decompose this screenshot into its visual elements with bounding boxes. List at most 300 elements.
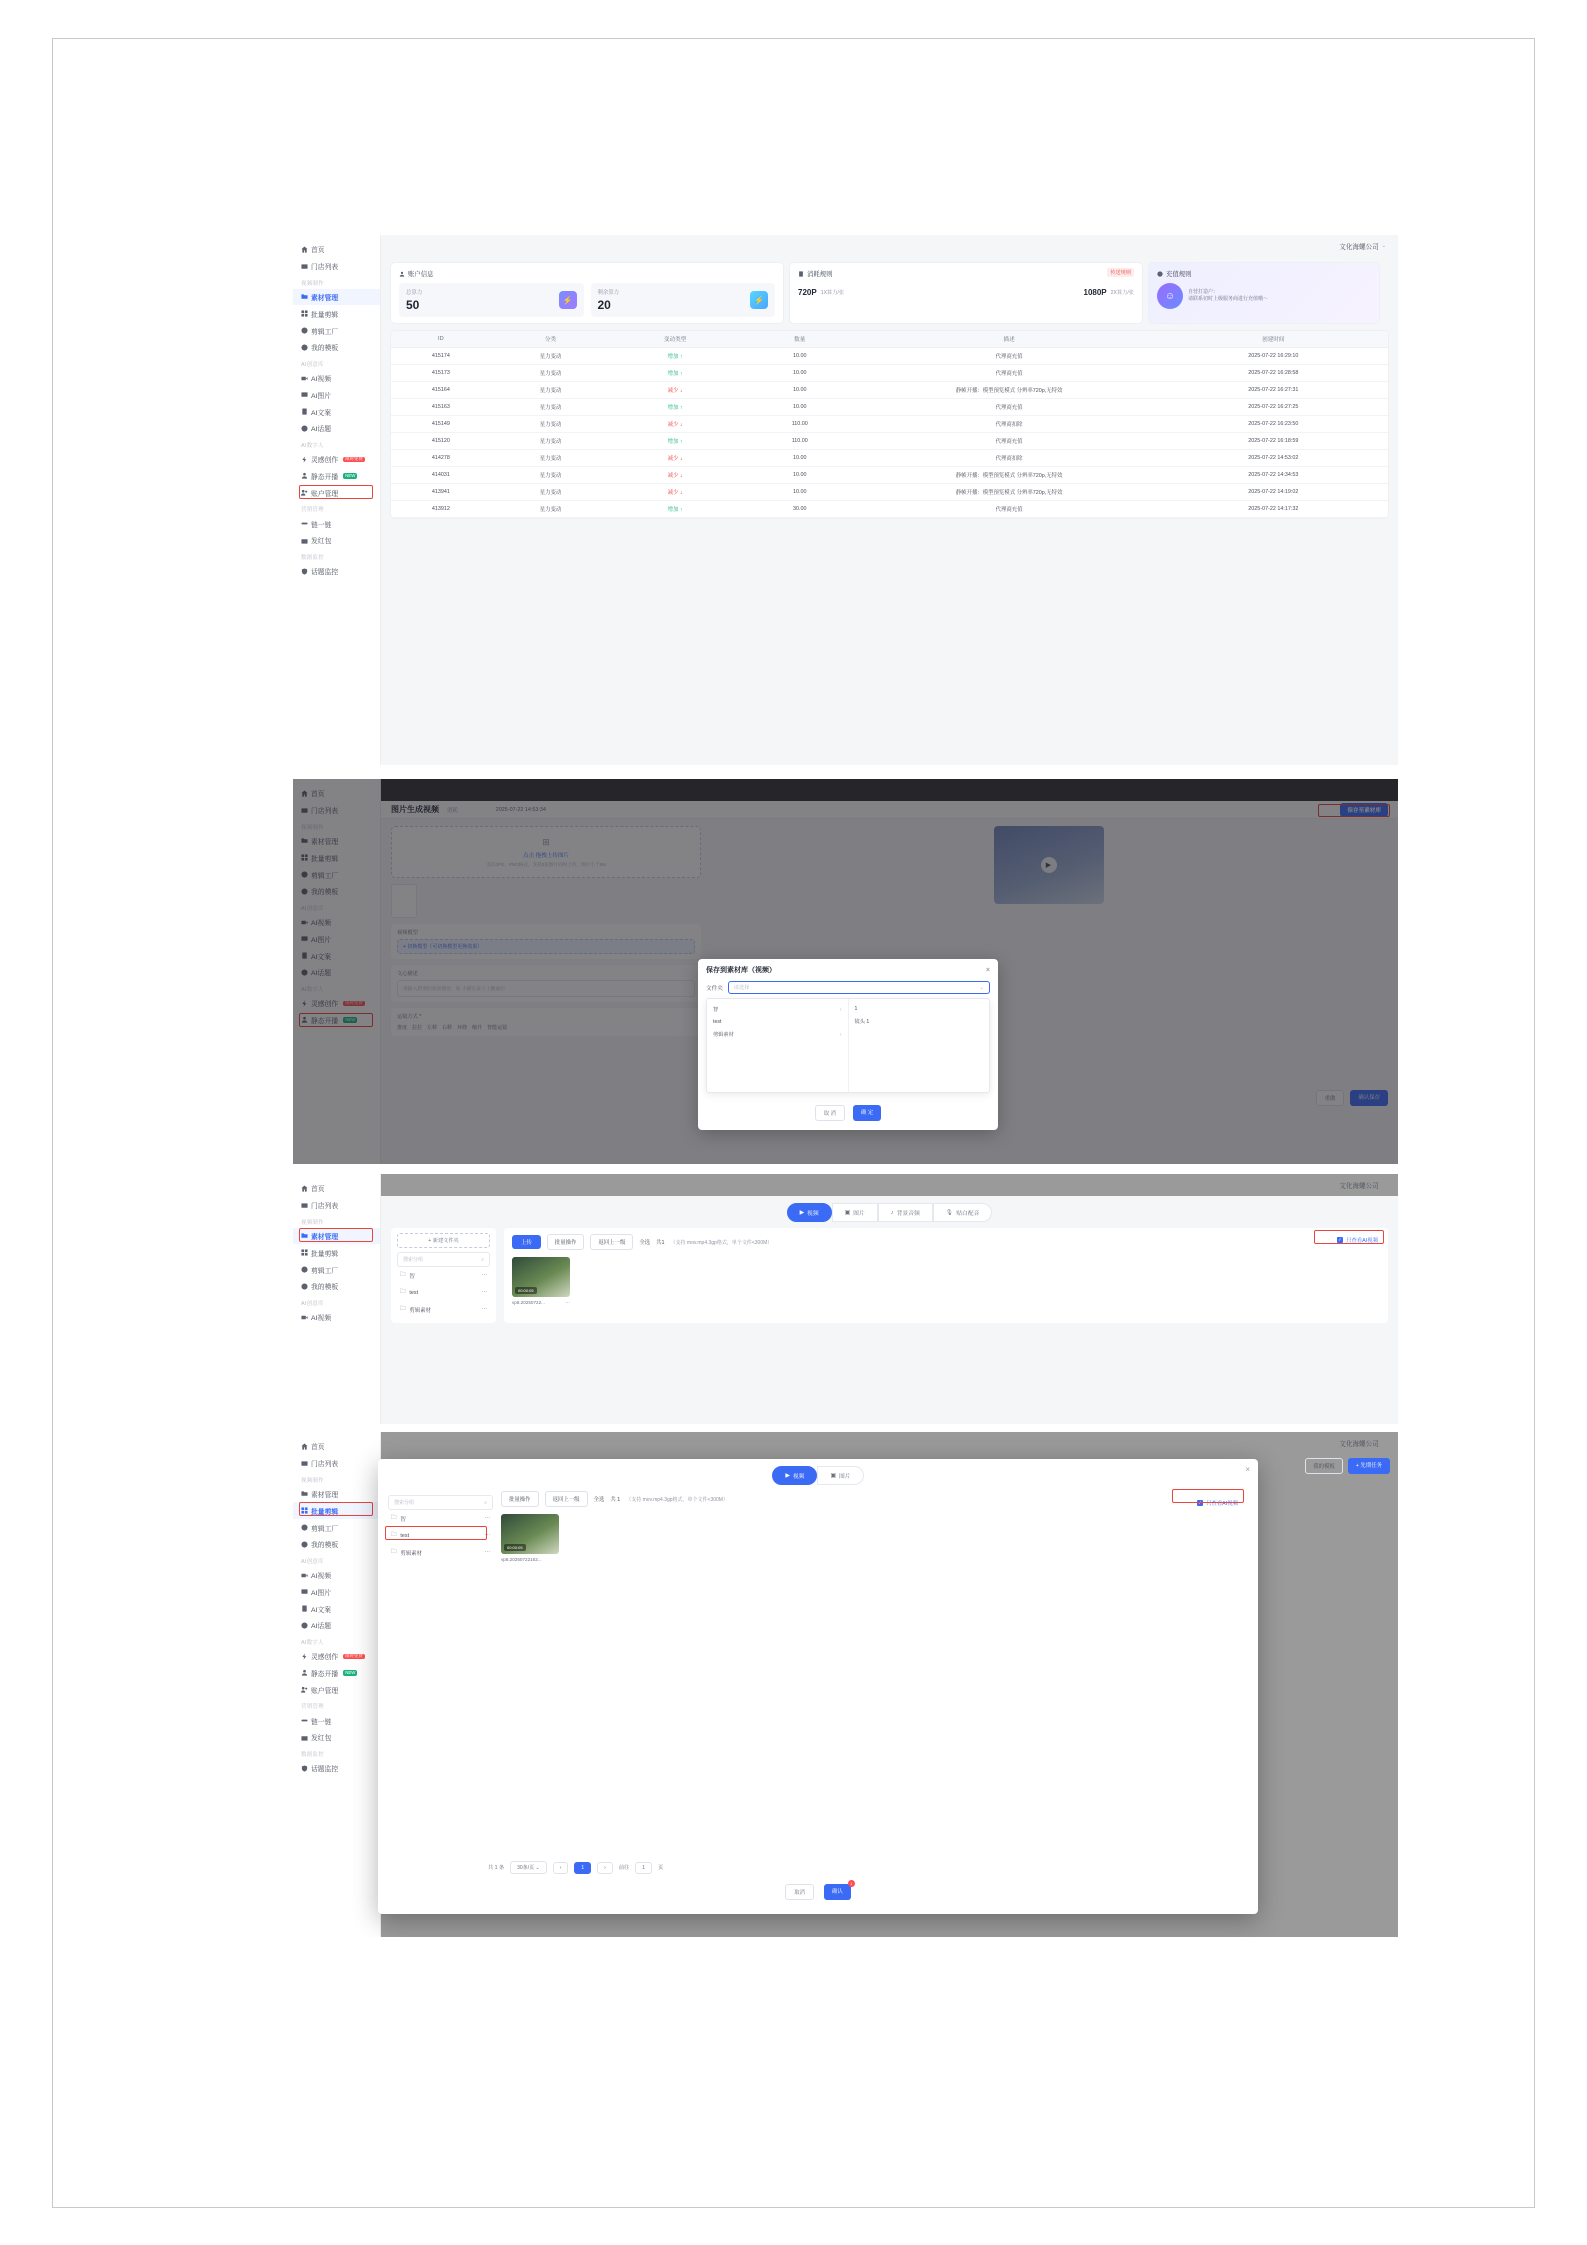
folder-name: 剪辑素材 — [400, 1550, 422, 1557]
asset-card[interactable] — [512, 1257, 570, 1306]
cell-quantity: 10.00 — [740, 399, 860, 416]
sidebar-item-label: AI话题 — [311, 1623, 332, 1631]
sidebar-item-ai-image[interactable] — [293, 1583, 380, 1600]
image-icon: ▣ — [830, 1472, 836, 1479]
sidebar-item-my-templates[interactable] — [293, 1278, 380, 1295]
sidebar-item-my-templates[interactable] — [293, 1536, 380, 1553]
folder-panel — [388, 1491, 493, 1562]
page-top-actions — [1305, 1458, 1390, 1474]
next-page-button[interactable]: › — [597, 1862, 613, 1874]
cell-id: 415163 — [391, 399, 491, 416]
clock-icon — [301, 1524, 308, 1531]
power-icon: ⚡ — [750, 291, 768, 309]
screenshot-account-management — [293, 235, 1398, 765]
more-icon[interactable]: ⋯ — [484, 1515, 490, 1522]
folder-panel — [391, 1228, 496, 1323]
sidebar-item-ai-topic[interactable] — [293, 420, 380, 437]
cell-id: 415164 — [391, 382, 491, 399]
music-icon — [301, 425, 308, 432]
confirm-button-label: 确认 — [832, 1889, 843, 1895]
modal-footer — [698, 1099, 998, 1130]
table-header-row — [391, 331, 1388, 348]
sidebar-badge: 限时免费 — [345, 456, 363, 461]
cell-time: 2025-07-22 16:28:58 — [1159, 365, 1388, 382]
close-icon[interactable]: × — [985, 966, 990, 974]
sidebar-badge: NEW — [345, 472, 356, 478]
tab-bgm[interactable] — [878, 1203, 933, 1222]
sidebar-item-batch-edit[interactable] — [293, 305, 380, 322]
cell-id: 413912 — [391, 501, 491, 518]
sidebar-item-ai-video[interactable] — [293, 1309, 380, 1326]
asset-thumbnail[interactable] — [501, 1514, 559, 1554]
sidebar-item-label: 剪辑工厂 — [311, 1267, 339, 1275]
folder-item[interactable] — [388, 1510, 493, 1527]
more-icon[interactable]: ⋯ — [484, 1549, 490, 1556]
sidebar-4 — [293, 1432, 381, 1937]
folder-cascader — [706, 998, 990, 1093]
screenshot-material-library — [293, 1174, 1398, 1424]
sidebar-group-label: 营销管理 — [301, 1704, 324, 1711]
table-row — [391, 399, 1388, 416]
link-icon — [301, 1717, 308, 1724]
folder-search-input[interactable] — [388, 1495, 493, 1510]
cell-time: 2025-07-22 14:34:53 — [1159, 467, 1388, 484]
sidebar-item-label: 批量剪辑 — [311, 1508, 339, 1516]
col-type: 变动类型 — [610, 331, 740, 348]
modal-footer — [378, 1881, 1258, 1900]
folder-icon: 🗀 — [400, 1306, 406, 1312]
doc-icon — [798, 271, 804, 277]
cell-quantity: 10.00 — [740, 484, 860, 501]
back-button[interactable]: 返回上一级 — [545, 1491, 588, 1507]
cell-id: 415174 — [391, 348, 491, 365]
sidebar-item-label: 门店列表 — [311, 1203, 339, 1211]
sidebar-item-label: 静态开播 — [311, 1670, 339, 1678]
search-icon: ⌕ — [484, 1499, 487, 1506]
more-icon[interactable]: ⋯ — [565, 1300, 570, 1305]
save-to-library-modal — [698, 959, 998, 1130]
sidebar-item-material[interactable] — [293, 1228, 380, 1245]
sidebar-item-store-list[interactable] — [293, 1197, 380, 1214]
sidebar-group-label: 视频制作 — [301, 1219, 324, 1226]
search-icon: ⌕ — [481, 1256, 484, 1263]
folder-search-input[interactable] — [397, 1252, 490, 1267]
assets-panel — [504, 1228, 1388, 1323]
doc-icon — [301, 408, 308, 415]
page-frame — [52, 38, 1535, 2208]
sidebar-item-label: AI视频 — [311, 1573, 332, 1581]
select-all-label[interactable]: 全选 — [639, 1240, 651, 1246]
card-title-text: 消耗规则 — [807, 271, 833, 278]
close-icon[interactable]: × — [1245, 1465, 1250, 1474]
video-icon — [301, 1572, 308, 1579]
tab-label: 背景音频 — [896, 1211, 920, 1217]
highlight-box-account-management — [299, 485, 373, 499]
sidebar-item-label: 发红包 — [311, 1735, 332, 1743]
sidebar-item-home[interactable] — [293, 241, 380, 258]
cell-description: 静帧开播：模型预览模式 分辨率720p,无特效 — [860, 382, 1159, 399]
folder-search-placeholder: 搜索分组 — [403, 1257, 424, 1263]
table-row — [391, 416, 1388, 433]
sidebar-group-label: 视频制作 — [301, 280, 324, 287]
sidebar-item-link[interactable] — [293, 1712, 380, 1729]
sidebar-item-account-management[interactable] — [293, 1681, 380, 1698]
cell-type: 增加 ↑ — [610, 348, 740, 365]
cell-type: 增加 ↑ — [610, 501, 740, 518]
folder-name: 智 — [400, 1516, 406, 1523]
tab-video[interactable] — [787, 1203, 832, 1222]
video-icon — [301, 375, 308, 382]
asset-thumbnail[interactable] — [512, 1257, 570, 1297]
home-icon — [301, 1185, 308, 1192]
cell-category: 星力变动 — [491, 365, 611, 382]
sidebar-item-label: 批量剪辑 — [311, 311, 339, 319]
account-name[interactable]: 文化海螺公司 — [1339, 1183, 1379, 1190]
sidebar-item-inspiration[interactable] — [293, 1648, 380, 1665]
card-account-info — [391, 263, 783, 323]
chevron-right-icon: › — [839, 1031, 842, 1038]
asset-duration: 00:00:05 — [515, 1287, 537, 1294]
tab-label: 视频 — [807, 1211, 819, 1217]
power-remain-value: 20 — [597, 298, 611, 312]
cell-type: 增加 ↑ — [610, 433, 740, 450]
transactions-table — [391, 331, 1388, 518]
cell-type: 减少 ↓ — [610, 382, 740, 399]
card-title-text: 充值规则 — [1166, 271, 1192, 278]
prev-page-button[interactable]: ‹ — [553, 1862, 569, 1874]
cell-time: 2025-07-22 16:27:31 — [1159, 382, 1388, 399]
sidebar-group-label: AI数字人 — [301, 1639, 324, 1646]
person-icon — [301, 1669, 308, 1676]
sidebar-item-inspiration[interactable] — [293, 451, 380, 468]
folder-name: 剪辑素材 — [409, 1307, 431, 1314]
sidebar-item-home[interactable] — [293, 1180, 380, 1197]
sidebar-item-label: 话题监控 — [311, 1766, 339, 1774]
cell-description: 静帧开播：模型预览模式 分辨率720p,无特效 — [860, 467, 1159, 484]
tab-label: 视频 — [792, 1474, 805, 1480]
cell-description: 代理商扣除 — [860, 416, 1159, 433]
folder-item[interactable] — [397, 1284, 490, 1301]
cascader-item[interactable] — [849, 1003, 990, 1015]
sidebar-item-ai-video[interactable] — [293, 1567, 380, 1584]
col-category: 分类 — [491, 331, 611, 348]
recharge-line1: 自营打造户： — [1188, 288, 1219, 295]
folder-item[interactable] — [397, 1267, 490, 1284]
sidebar-item-edit-factory[interactable] — [293, 1261, 380, 1278]
sidebar-item-store-list[interactable] — [293, 258, 380, 275]
consume-badge[interactable]: 传送规则 — [1107, 268, 1134, 277]
sidebar-item-store-list[interactable] — [293, 1455, 380, 1472]
resolution-720p-desc: 1X算力/张 — [820, 290, 845, 296]
assets-toolbar — [501, 1491, 1248, 1507]
sidebar-item-batch-edit[interactable] — [293, 1244, 380, 1261]
cascader-item[interactable] — [707, 1028, 848, 1041]
cell-type: 减少 ↓ — [610, 450, 740, 467]
tab-image[interactable] — [817, 1466, 863, 1485]
star-icon — [301, 1541, 308, 1548]
sidebar-item-label: 首页 — [311, 247, 325, 255]
highlight-box-folder-test — [385, 1526, 487, 1540]
goto-input[interactable]: 1 — [635, 1862, 652, 1874]
consume-rows — [798, 288, 1134, 297]
col-id: ID — [391, 331, 491, 348]
cell-type: 增加 ↑ — [610, 365, 740, 382]
table-row — [391, 365, 1388, 382]
new-folder-button[interactable]: + 新建文件夹 — [397, 1233, 490, 1248]
sidebar-item-ai-image[interactable] — [293, 386, 380, 403]
cell-category: 星力变动 — [491, 382, 611, 399]
coin-icon — [1157, 271, 1163, 277]
account-name[interactable]: 文化海螺公司 — [1339, 244, 1379, 251]
folder-item[interactable] — [388, 1544, 493, 1561]
table-row — [391, 467, 1388, 484]
cell-id: 414031 — [391, 467, 491, 484]
folder-item[interactable] — [388, 1527, 493, 1544]
sidebar-item-ai-topic[interactable] — [293, 1617, 380, 1634]
cell-id: 413941 — [391, 484, 491, 501]
cell-time: 2025-07-22 14:19:02 — [1159, 484, 1388, 501]
cancel-button[interactable]: 取 消 — [815, 1105, 845, 1121]
image-icon — [301, 391, 308, 398]
folder-item[interactable] — [397, 1301, 490, 1318]
chevron-down-icon: ⌄ — [979, 984, 984, 991]
sidebar-group-label: 视频制作 — [301, 1477, 324, 1484]
sidebar-item-ai-copy[interactable] — [293, 1600, 380, 1617]
card-title-text: 账户信息 — [408, 271, 434, 278]
folder-icon — [301, 1490, 308, 1497]
resolution-720p: 720P — [798, 288, 817, 297]
page-1-button[interactable]: 1 — [574, 1862, 591, 1874]
total-count: 共 1 条 — [488, 1865, 505, 1871]
cell-time: 2025-07-22 16:18:59 — [1159, 433, 1388, 450]
my-templates-button[interactable]: 我的模板 — [1305, 1458, 1343, 1474]
topbar-3 — [381, 1174, 1398, 1196]
new-task-button[interactable]: + 先期任务 — [1348, 1458, 1390, 1474]
cell-quantity: 30.00 — [740, 501, 860, 518]
users-icon — [301, 1686, 308, 1693]
sidebar-item-material[interactable] — [293, 1486, 380, 1503]
table-row — [391, 348, 1388, 365]
cell-quantity: 110.00 — [740, 416, 860, 433]
col-time: 创建时间 — [1159, 331, 1388, 348]
folder-select[interactable] — [728, 981, 990, 994]
power-icon: ⚡ — [559, 291, 577, 309]
sidebar-badge: 限时免费 — [345, 1653, 363, 1658]
folder-icon — [301, 293, 308, 300]
cell-quantity: 10.00 — [740, 382, 860, 399]
asset-filename: vp8.20250722... — [512, 1300, 545, 1305]
chevron-down-icon[interactable]: ⌄ — [1381, 243, 1386, 249]
table-row — [391, 484, 1388, 501]
account-name[interactable]: 文化海螺公司 — [1339, 1441, 1379, 1448]
more-icon[interactable]: ⋯ — [481, 1272, 487, 1279]
sidebar-item-label: 发红包 — [311, 538, 332, 546]
card-title — [399, 269, 775, 278]
cell-id: 414278 — [391, 450, 491, 467]
cell-category: 星力变动 — [491, 416, 611, 433]
home-icon — [301, 246, 308, 253]
cards-row — [391, 263, 1388, 323]
store-icon — [301, 1460, 308, 1467]
chevron-down-icon[interactable]: ⌄ — [1381, 1440, 1386, 1446]
sidebar-item-edit-factory[interactable] — [293, 1519, 380, 1536]
sidebar-item-label: 首页 — [311, 1186, 325, 1194]
cancel-button[interactable]: 取消 — [785, 1884, 814, 1900]
cascader-item-label: test — [713, 1019, 722, 1025]
cascader-item[interactable] — [707, 1016, 848, 1028]
checkbox-checked-icon[interactable]: ✓ — [1338, 1237, 1342, 1242]
batch-operate-button[interactable]: 批量操作 — [547, 1234, 585, 1250]
confirm-button[interactable] — [824, 1881, 853, 1900]
store-icon — [301, 1202, 308, 1209]
sidebar-group-label: AI创意库 — [301, 1558, 324, 1565]
folder-row — [706, 981, 990, 994]
sidebar-item-ai-video[interactable] — [293, 370, 380, 387]
folder-search-placeholder: 搜索分组 — [394, 1500, 415, 1506]
cell-type: 减少 ↓ — [610, 484, 740, 501]
content-account — [381, 257, 1398, 765]
more-icon[interactable]: ⋯ — [484, 1532, 490, 1539]
sidebar-item-label: 我的模板 — [311, 345, 339, 353]
panel-material-library — [381, 1196, 1398, 1424]
cell-type: 增加 ↑ — [610, 399, 740, 416]
recharge-line2: 请联系切时上级服务商进行充值哦～ — [1188, 296, 1269, 302]
page-size-value: 30条/页 — [517, 1865, 535, 1871]
more-icon[interactable]: ⋯ — [481, 1289, 487, 1296]
tab-label: 图片 — [838, 1474, 851, 1480]
clock-icon — [301, 1266, 308, 1273]
folder-name: test — [409, 1289, 419, 1296]
bolt-icon — [301, 456, 308, 463]
modal-header — [698, 959, 998, 981]
power-total — [399, 283, 584, 317]
confirm-button[interactable]: 确 定 — [853, 1105, 881, 1121]
asset-count: 共1 — [656, 1240, 665, 1246]
sidebar-item-label: 链一链 — [311, 1718, 332, 1726]
cell-time: 2025-07-22 16:23:50 — [1159, 416, 1388, 433]
modal-body — [698, 981, 998, 1099]
grid-icon — [301, 1249, 308, 1256]
sidebar-group-label: AI创意库 — [301, 361, 324, 368]
sidebar-item-my-templates[interactable] — [293, 339, 380, 356]
sidebar-item-label: AI图片 — [311, 392, 332, 400]
power-total-label: 总算力 — [406, 290, 423, 296]
cell-category: 星力变动 — [491, 433, 611, 450]
sidebar-item-edit-factory[interactable] — [293, 322, 380, 339]
sidebar-item-label: 链一链 — [311, 521, 332, 529]
media-type-tabs — [381, 1196, 1398, 1228]
cell-type: 减少 ↓ — [610, 467, 740, 484]
sidebar-item-static-live[interactable] — [293, 468, 380, 485]
cascader-item[interactable] — [707, 1003, 848, 1016]
topbar-4 — [381, 1432, 1398, 1454]
table-row — [391, 450, 1388, 467]
cascader-col-1 — [707, 999, 848, 1092]
sidebar-item-batch-edit[interactable] — [293, 1502, 380, 1519]
ai-video-filter-label: 只查看AI视频 — [1205, 1501, 1238, 1507]
card-title — [798, 269, 1134, 278]
sidebar-item-redpacket[interactable] — [293, 1729, 380, 1746]
table-row — [391, 382, 1388, 399]
sidebar-item-label: 我的模板 — [311, 1542, 339, 1550]
cell-type: 减少 ↓ — [610, 416, 740, 433]
sidebar-item-material[interactable] — [293, 289, 380, 306]
power-total-value: 50 — [406, 298, 420, 312]
cell-id: 415173 — [391, 365, 491, 382]
doc-icon — [301, 1605, 308, 1612]
sidebar-item-topic-monitor[interactable] — [293, 1760, 380, 1777]
sidebar-item-static-live[interactable] — [293, 1665, 380, 1682]
table-row — [391, 433, 1388, 450]
sidebar-item-home[interactable] — [293, 1438, 380, 1455]
selection-count-badge: 1 — [848, 1880, 855, 1887]
sidebar-item-topic-monitor[interactable] — [293, 563, 380, 580]
sidebar-group-label: 营销管理 — [301, 507, 324, 514]
batch-operate-button[interactable]: 批量操作 — [501, 1491, 539, 1507]
cell-quantity: 10.00 — [740, 365, 860, 382]
asset-card[interactable] — [501, 1514, 559, 1562]
chevron-down-icon[interactable]: ⌄ — [1381, 1182, 1386, 1188]
sidebar-item-label: 门店列表 — [311, 264, 339, 272]
cell-description: 代理商充值 — [860, 348, 1159, 365]
cell-quantity: 10.00 — [740, 450, 860, 467]
cascader-item-label: 镜头 1 — [854, 1019, 870, 1025]
recharge-text — [1188, 289, 1268, 304]
more-icon[interactable]: ⋯ — [481, 1306, 487, 1313]
tab-voiceover[interactable] — [933, 1203, 993, 1222]
person-icon — [301, 472, 308, 479]
card-title — [1157, 269, 1371, 278]
sidebar-item-label: 素材管理 — [311, 1491, 339, 1499]
page-size-select[interactable]: 30条/页 ⌄ — [510, 1861, 547, 1874]
pagination — [378, 1861, 1258, 1874]
sidebar-item-label: 灵感创作 — [311, 457, 339, 465]
sidebar-group-label: AI创意库 — [301, 1300, 324, 1307]
sidebar-3 — [293, 1174, 381, 1424]
sidebar-item-redpacket[interactable] — [293, 532, 380, 549]
sidebar-item-label: 剪辑工厂 — [311, 1525, 339, 1533]
ai-video-filter-label: 只查看AI视频 — [1345, 1238, 1378, 1244]
power-remain — [591, 283, 776, 317]
cell-time: 2025-07-22 16:29:10 — [1159, 348, 1388, 365]
music-icon: ♪ — [890, 1209, 894, 1216]
sidebar-item-account-management[interactable] — [293, 484, 380, 501]
select-all-label[interactable]: 全选 — [593, 1497, 605, 1503]
format-hint: （支持 mov.mp4.3gp格式，单个文件<300M） — [670, 1239, 773, 1246]
upload-button[interactable]: 上传 — [512, 1235, 541, 1249]
sidebar-item-ai-copy[interactable] — [293, 403, 380, 420]
sidebar-badge: NEW — [345, 1669, 356, 1675]
cell-description: 静帧开播：模型预览模式 分辨率720p,无特效 — [860, 484, 1159, 501]
image-icon: ▣ — [844, 1209, 851, 1216]
asset-count: 共 1 — [610, 1497, 621, 1503]
highlight-box-ai-filter — [1314, 1230, 1384, 1244]
topbar-1 — [381, 235, 1398, 257]
checkbox-checked-icon[interactable]: ✓ — [1198, 1500, 1202, 1505]
tab-video[interactable] — [772, 1466, 817, 1485]
power-row — [399, 283, 775, 317]
cell-description: 代理商充值 — [860, 501, 1159, 518]
tab-image[interactable] — [832, 1203, 878, 1222]
sidebar-item-label: AI视频 — [311, 376, 332, 384]
image-icon — [301, 1588, 308, 1595]
cell-category: 星力变动 — [491, 501, 611, 518]
sidebar-item-link[interactable] — [293, 515, 380, 532]
sidebar-item-label: 灵感创作 — [311, 1654, 339, 1662]
back-button[interactable]: 返回上一级 — [590, 1234, 633, 1250]
cascader-item[interactable] — [849, 1015, 990, 1028]
asset-duration: 00:00:05 — [504, 1544, 526, 1551]
